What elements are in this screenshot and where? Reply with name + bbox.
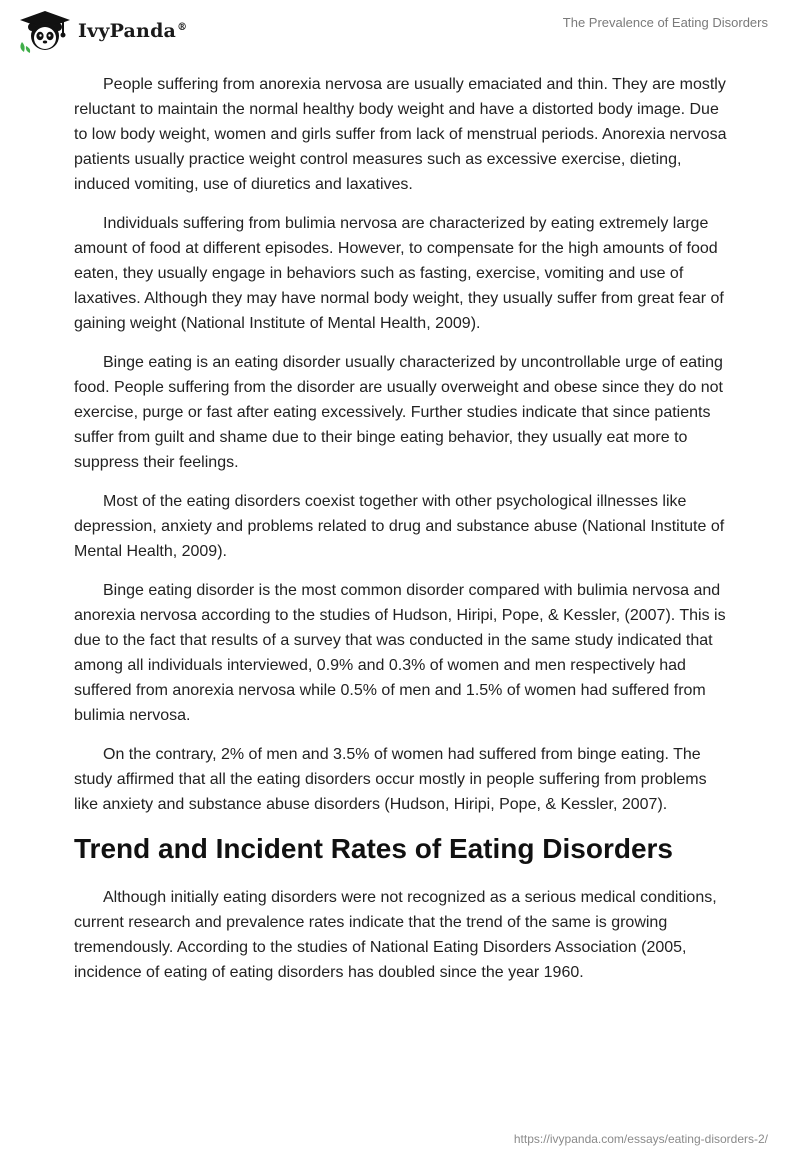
- essay-content: [74, 72, 734, 999]
- page-header: [0, 0, 800, 70]
- source-url[interactable]: https://ivypanda.com/essays/eating-disorders-2/: [513, 1132, 768, 1146]
- paragraph-anorexia: People suffering from anorexia nervosa are usually emaciated and thin. They are mostly reluctant to maintain the normal healthy body weight and have a distorted body image. Due to low body weight, women and girls suffer from lack of menstrual periods. Anorexia nervosa patients usually practice weight control measures such as excessive exercise, dieting, induced vomiting, use of diuretics and laxatives.: [74, 76, 727, 193]
- paragraph-survey-results: Binge eating disorder is the most common disorder compared with bulimia nervosa and anorexia nervosa according to the studies of Hudson, Hiripi, Pope, & Kessler, (2007). This is due to the fact that results of a survey that was conducted in the same study indicated that among all individuals interviewed, 0.9% and 0.3% of women and men respectively had suffered from anorexia nervosa while 0.5% of men and 1.5% of women had suffered from bulimia nervosa.: [74, 582, 726, 724]
- paragraph-binge-eating: Binge eating is an eating disorder usually characterized by uncontrollable urge of eating food. People suffering from the disorder are usually overweight and obese since they do not exercise, purge or fast after eating excessively. Further studies indicate that since patients suffer from guilt and shame due to their binge eating behavior, they usually eat more to suppress their feelings.: [74, 354, 723, 471]
- document-title: The Prevalence of Eating Disorders: [562, 15, 768, 30]
- logo-wordmark: IvyPanda®: [78, 20, 188, 42]
- ivypanda-logo[interactable]: [16, 8, 187, 54]
- paragraph-trend: Although initially eating disorders were not recognized as a serious medical conditions, current research and prevalence rates indicate that the trend of the same is growing tremendously. According to the studies of National Eating Disorders Association (2005, incidence of eating of eating disorders has doubled since the year 1960.: [74, 889, 717, 981]
- section-heading: Trend and Incident Rates of Eating Disorders: [74, 833, 673, 864]
- paragraph-bulimia: Individuals suffering from bulimia nervosa are characterized by eating extremely large amount of food at different episodes. However, to compensate for the high amounts of food eaten, they usually engage in behaviors such as fasting, exercise, vomiting and use of laxatives. Although they may have normal body weight, they usually suffer from great fear of gaining weight (National Institute of Mental Health, 2009).: [74, 215, 724, 332]
- panda-graduation-cap-icon: [16, 8, 74, 54]
- paragraph-coexisting-illnesses: Most of the eating disorders coexist together with other psychological illnesses like depression, anxiety and problems related to drug and substance abuse (National Institute of Mental Health, 2009).: [74, 493, 725, 560]
- paragraph-binge-prevalence: On the contrary, 2% of men and 3.5% of women had suffered from binge eating. The study affirmed that all the eating disorders occur mostly in people suffering from problems like anxiety and substance abuse disorders (Hudson, Hiripi, Pope, & Kessler, 2007).: [74, 746, 707, 813]
- registered-mark: ®: [177, 21, 188, 33]
